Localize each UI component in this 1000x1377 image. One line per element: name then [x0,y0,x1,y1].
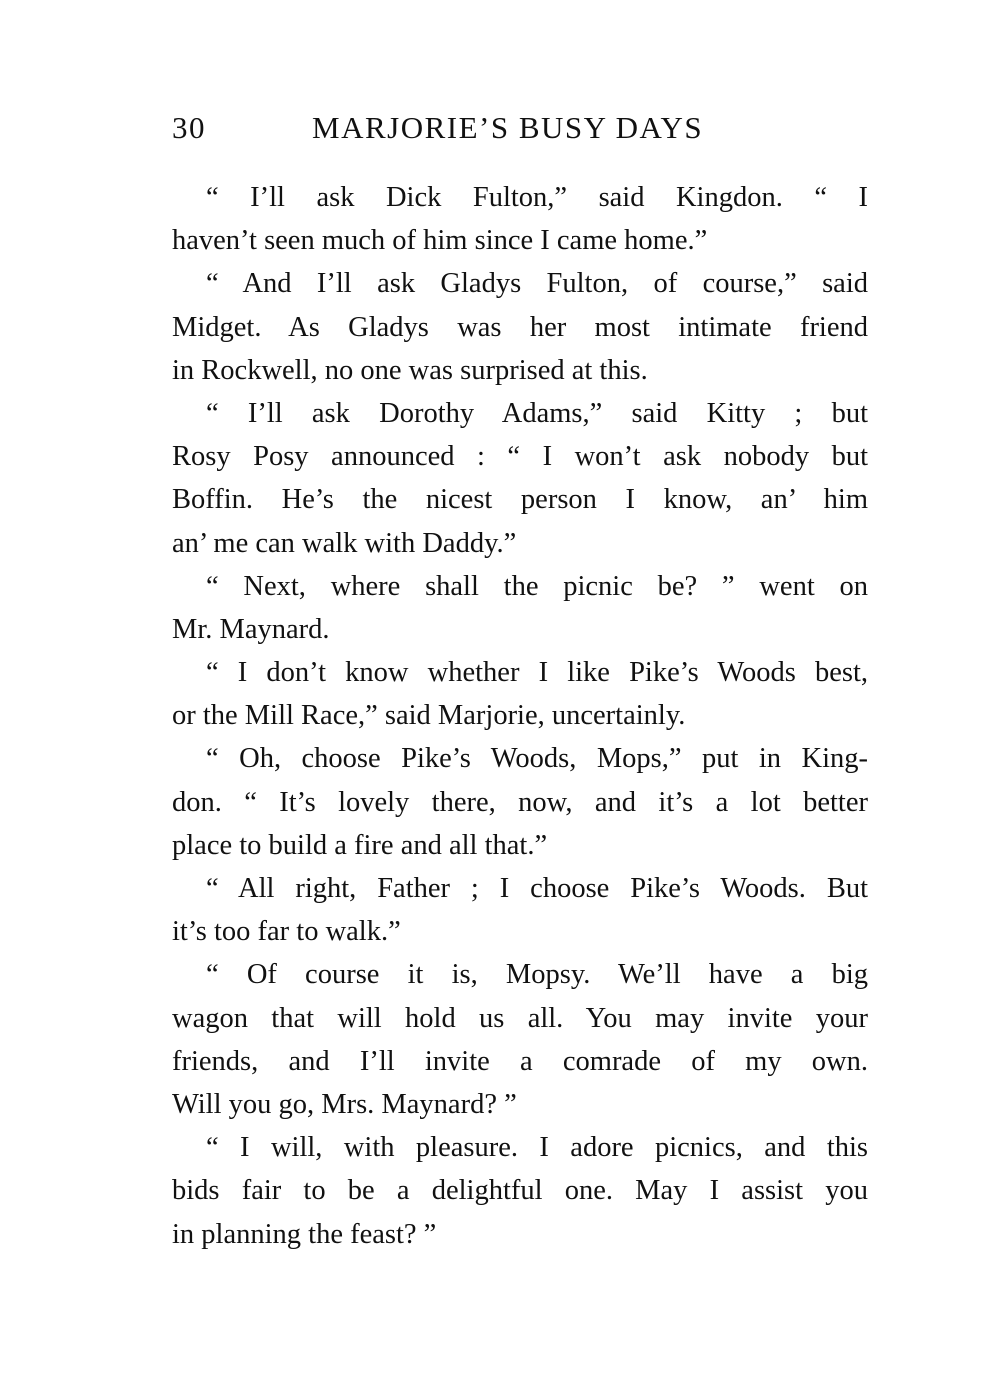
text-line: Rosy Posy announced : “ I won’t ask nobody but [172,441,868,473]
text-line: bids fair to be a delightful one. May I assist you [172,1175,868,1207]
text-line: in Rockwell, no one was surprised at this. [172,354,648,386]
text-line: “ I don’t know whether I like Pike’s Woods best, [206,657,868,689]
text-line: “ Of course it is, Mopsy. We’ll have a big [206,959,868,991]
text-line: “ Oh, choose Pike’s Woods, Mops,” put in King- [206,743,868,775]
text-line: “ And I’ll ask Gladys Fulton, of course,” said [206,268,868,300]
text-line: “ Next, where shall the picnic be? ” went on [206,570,868,602]
text-line: an’ me can walk with Daddy.” [172,527,517,559]
text-line: Will you go, Mrs. Maynard? ” [172,1088,517,1120]
text-line: “ I’ll ask Dorothy Adams,” said Kitty ; but [206,397,868,429]
text-line: place to build a fire and all that.” [172,829,548,861]
text-line: Midget. As Gladys was her most intimate friend [172,311,868,343]
text-line: “ I will, with pleasure. I adore picnics, and this [206,1132,868,1164]
text-line: it’s too far to walk.” [172,916,401,948]
running-title: MARJORIE’S BUSY DAYS [312,110,704,145]
body-text [172,176,868,1256]
text-line: Boffin. He’s the nicest person I know, an’ him [172,484,868,516]
text-line: “ I’ll ask Dick Fulton,” said Kingdon. “ I [206,182,868,213]
text-line: haven’t seen much of him since I came home.” [172,225,708,257]
text-line: wagon that will hold us all. You may invite your [172,1002,868,1034]
text-line: in planning the feast? ” [172,1218,437,1250]
text-line: Mr. Maynard. [172,613,330,645]
text-line: “ All right, Father ; I choose Pike’s Woods. But [206,873,868,904]
text-line: friends, and I’ll invite a comrade of my own. [172,1045,868,1077]
page-number: 30 [172,110,206,145]
text-line: or the Mill Race,” said Marjorie, uncertainly. [172,700,686,732]
text-line: don. “ It’s lovely there, now, and it’s a lot better [172,786,868,818]
page-header [172,110,872,154]
